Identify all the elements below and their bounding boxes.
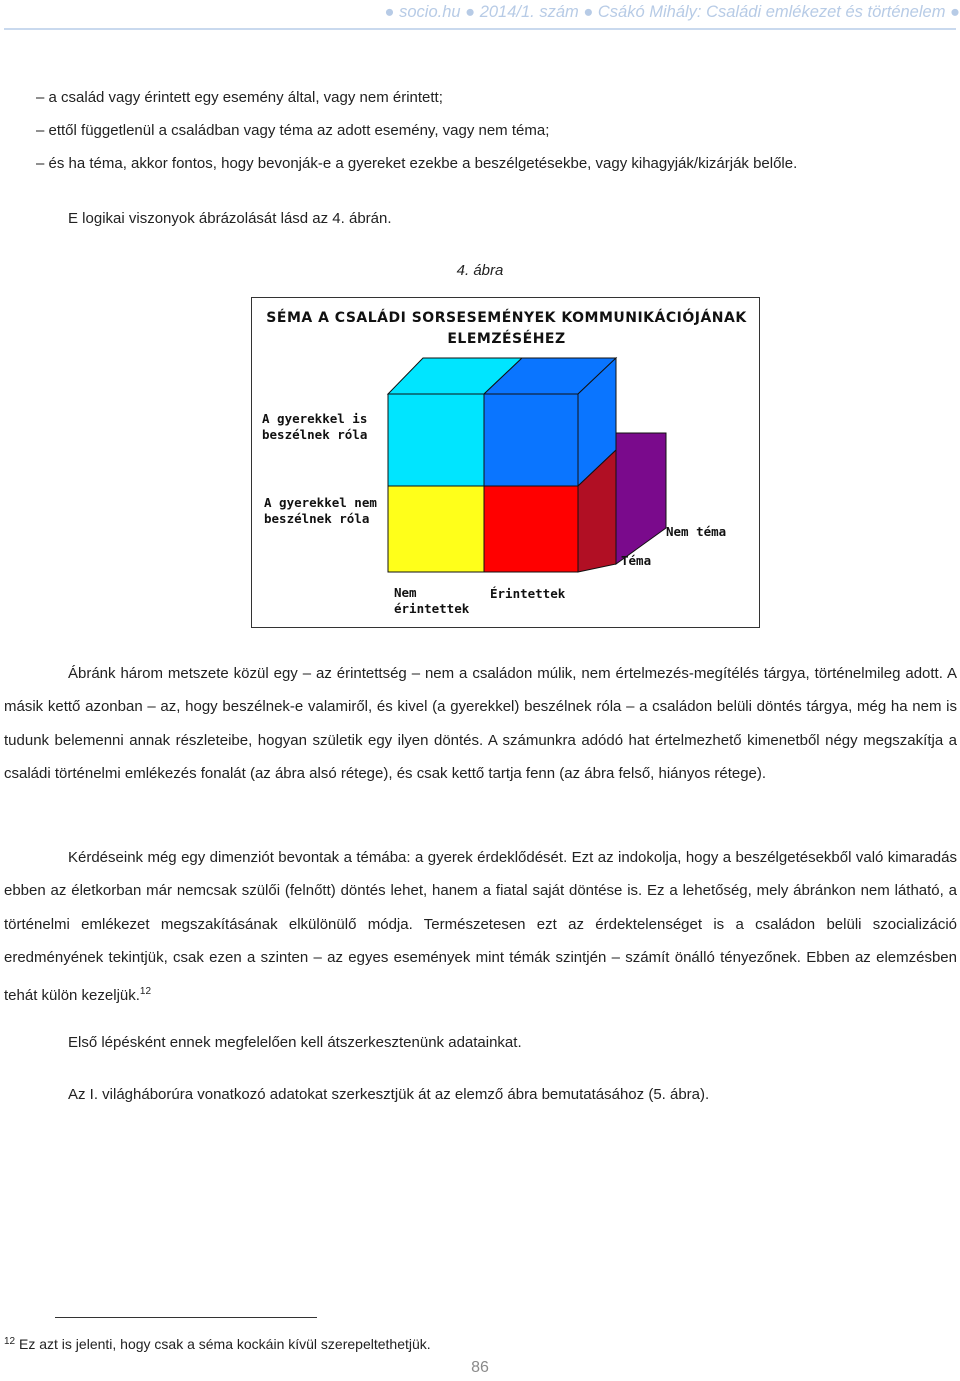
paragraph-text: Kérdéseink még egy dimenziót bevontak a témába: a gyerek érdeklődését. Ezt az indokolja, hogy a beszélgetésekből való kimaradás ebben az életkorban már nemcsak szülői (felnőtt) döntés lehet, hanem a fiatal saját döntése is. Ez a lehetőség, mely ábránkon nem látható, a történelmi emlékezet megszakításának elkülönülő módja. Természetesen ezt az érdektelenséget is a családon belüli szocializáció eredményének tekintjük, csak ezen a szinten – az egyes események mint témák szintjén – számít önálló tényezőnek. Ebben az elemzésben tehát külön kezeljük. [4, 849, 957, 1004]
paragraph-3: Első lépésként ennek megfelelően kell átszerkesztenünk adatainkat. [68, 1034, 522, 1051]
label-not-talk-with-children [264, 495, 377, 527]
label-line: beszélnek róla [262, 427, 368, 442]
figure-4 [251, 297, 760, 628]
figure-title [252, 308, 761, 350]
label-talk-with-children [262, 411, 367, 443]
label-line: A gyerekkel nem [264, 495, 377, 510]
figure-caption: 4. ábra [456, 262, 504, 279]
label-nem-tema: Nem téma [666, 524, 727, 539]
list-item: – ettől függetlenül a családban vagy téma az adott esemény, vagy nem téma; [36, 122, 550, 139]
paragraph-4: Az I. világháborúra vonatkozó adatokat szerkesztjük át az elemző ábra bemutatásához (5. ábra). [68, 1086, 710, 1103]
paragraph-text: Ábránk három metszete közül egy – az érintettség – nem a családon múlik, nem értelmezés-megítélés tárgya, történelmileg adott. A másik kettő azonban – az, hogy beszélnek-e valamiről, és kivel (a gyerekkel) beszélnek róla – a családon belüli döntés tárgya, még ha nem is tudunk belemenni annak részleteibe, hogyan születik egy ilyen döntés. A számunkra adódó hat értelmezhető kimenetből négy megszakítja a családi történelmi emlékezés fonalát (az ábra alsó rétege), és csak kettő tartja fenn (az ábra felső, hiányos rétege). [4, 665, 957, 783]
top-right-cube-front [484, 394, 578, 486]
label-line: beszélnek róla [264, 511, 370, 526]
header-divider [4, 28, 956, 30]
footnote [4, 1336, 431, 1352]
label-line: Nem [394, 585, 417, 600]
footnote-reference[interactable]: 12 [139, 985, 152, 997]
purple-back-side [616, 433, 666, 564]
label-line: A gyerekkel is [262, 411, 368, 426]
figure-reference: E logikai viszonyok ábrázolását lásd az 4. ábrán. [68, 210, 392, 227]
footnote-text: Ez azt is jelenti, hogy csak a séma kockáin kívül szerepeltethetjük. [19, 1336, 431, 1352]
top-left-cube-front [388, 394, 484, 486]
label-tema: Téma [621, 553, 652, 568]
footnote-number: 12 [4, 1336, 16, 1347]
list-item: – és ha téma, akkor fontos, hogy bevonják-e a gyereket ezekbe a beszélgetésekbe, vagy kihagyják/kizárják belőle. [36, 155, 798, 172]
label-erintettek: Érintettek [490, 586, 566, 601]
label-nem-erintettek [394, 585, 469, 617]
bottom-right-cube-front [484, 486, 578, 572]
list-item: – a család vagy érintett egy esemény által, vagy nem érintett; [36, 89, 443, 106]
figure-title-line: SÉMA A CSALÁDI SORSESEMÉNYEK KOMMUNIKÁCIÓJÁNAK [266, 310, 747, 326]
page-number: 86 [471, 1359, 489, 1376]
paragraph-2 [4, 841, 957, 1012]
running-header-text: ● socio.hu ● 2014/1. szám ● Csákó Mihály: Családi emlékezet és történelem ● [384, 3, 960, 21]
bottom-left-cube-front [388, 486, 484, 572]
figure-title-line: ELEMZÉSÉHEZ [447, 331, 566, 347]
paragraph-1 [4, 657, 957, 791]
footnote-divider [55, 1317, 317, 1318]
running-header [0, 3, 960, 22]
label-line: érintettek [394, 601, 470, 616]
